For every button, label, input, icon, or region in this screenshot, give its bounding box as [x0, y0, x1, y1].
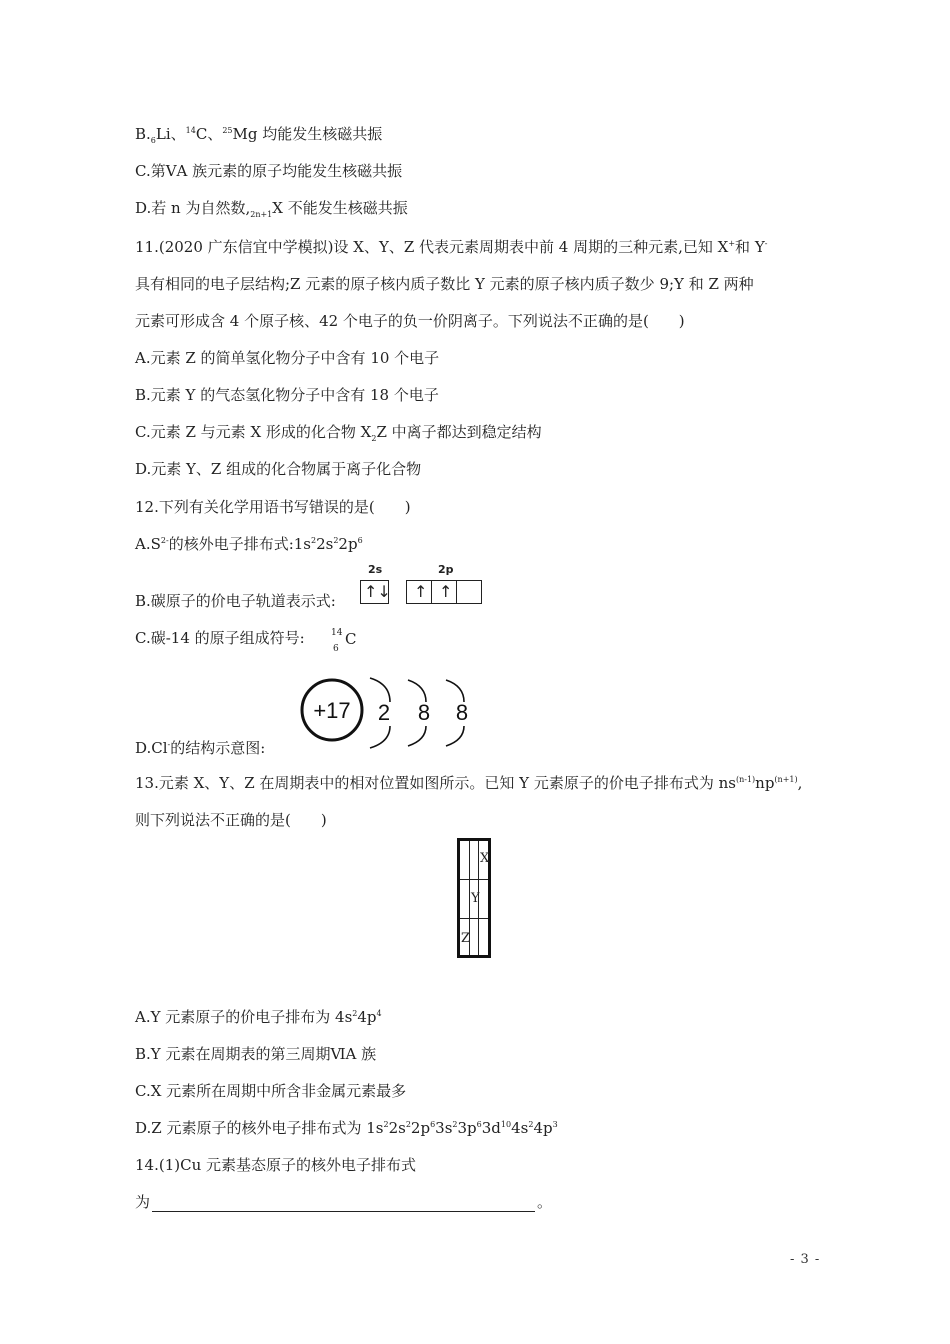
shell-arc-2-top: [408, 680, 426, 702]
q13-option-c: C.X 元素所在周期中所含非金属元素最多: [135, 1082, 407, 1100]
page-number: - 3 -: [790, 1252, 821, 1267]
nucleus-charge: +17: [313, 698, 351, 723]
q14-stem-line1: 14.(1)Cu 元素基态原子的核外电子排布式: [135, 1156, 417, 1174]
q13-option-a: A.Y 元素原子的价电子排布为 $4s^24p^4$: [135, 1008, 382, 1026]
shell-arc-1-top: [370, 678, 390, 702]
q12-option-b: B.碳原子的价电子轨道表示式:: [135, 592, 336, 610]
orbital-label-2s: 2s: [368, 563, 383, 576]
table-gridline: [460, 879, 488, 880]
shell-arc-2-bottom: [408, 726, 426, 746]
orbital-arrow-2p-1: ↑: [414, 582, 428, 601]
q10-option-d: D.若 n 为自然数$,_{2n+1}X$ 不能发生核磁共振: [135, 199, 408, 219]
orbital-label-2p: 2p: [438, 563, 454, 576]
atom-structure-diagram: [298, 670, 478, 752]
orbital-arrows-2s: ↑↓: [364, 582, 391, 601]
q13-option-d: D.Z 元素原子的核外电子排布式为 $1s^22s^22p^63s^23p^63d^{10}4s^24p^3$: [135, 1119, 558, 1137]
q12-option-c: C.碳-14 的原子组成符号:: [135, 629, 305, 647]
element-x: X: [480, 851, 490, 866]
shell-arc-3-top: [446, 680, 464, 702]
q12-option-a: $A.S^{2-}$的核外电子排布式$:1s^22s^22p^6$: [135, 535, 363, 553]
shell-arc-3-bottom: [446, 726, 464, 746]
orbital-diagram: [360, 563, 482, 606]
q13-stem-line1: 13.元素 X、Y、Z 在周期表中的相对位置如图所示。已知 Y 元素原子的价电子排布式为 $ns^{(n-1)}np^{(n+1)}$,: [135, 774, 803, 792]
q13-option-b: B.Y 元素在周期表的第三周期ⅥA 族: [135, 1045, 377, 1063]
q11-option-c: C.元素 Z 与元素 X 形成的化合物 $X_2Z$ 中离子都达到稳定结构: [135, 423, 542, 443]
q12-option-d: D.Cl-的结构示意图:: [135, 739, 266, 757]
nuclide-element: C: [345, 630, 357, 648]
q11-option-b: B.元素 Y 的气态氢化物分子中含有 18 个电子: [135, 386, 439, 404]
nuclide-symbol: [331, 626, 361, 658]
orbital-arrow-2p-2: ↑: [439, 582, 453, 601]
q12-stem: 12.下列有关化学用语书写错误的是( ): [135, 498, 411, 516]
q11-stem-line2: 具有相同的电子层结构;Z 元素的原子核内质子数比 Y 元素的原子核内质子数少 9;Y 和 Z 两种: [135, 275, 754, 293]
shell-arc-1-bottom: [370, 726, 390, 748]
table-gridline: [460, 918, 488, 919]
q11-stem-line1: 11.(2020 广东信宜中学模拟)设 X、Y、Z 代表元素周期表中前 4 周期的三种元素,已知 X+和 Y-: [135, 238, 768, 256]
shell-electrons-3: 8: [455, 700, 469, 725]
q11-option-a: A.元素 Z 的简单氢化物分子中含有 10 个电子: [135, 349, 440, 367]
element-z: Z: [461, 931, 471, 946]
q11-option-d: D.元素 Y、Z 组成的化合物属于离子化合物: [135, 460, 422, 478]
nuclide-atomic-number: 6: [333, 644, 339, 654]
q13-stem-line2: 则下列说法不正确的是( ): [135, 811, 327, 829]
q11-stem-line3: 元素可形成含 4 个原子核、42 个电子的负一价阴离子。下列说法不正确的是( ): [135, 312, 685, 330]
answer-blank[interactable]: [152, 1195, 535, 1212]
shell-electrons-1: 2: [377, 700, 391, 725]
element-y: Y: [471, 891, 480, 906]
q14-stem-line2: 为 。: [135, 1193, 553, 1211]
shell-electrons-2: 8: [417, 700, 431, 725]
nuclide-mass-number: 14: [331, 628, 343, 638]
orbital-divider: [431, 580, 432, 604]
orbital-divider: [456, 580, 457, 604]
periodic-table-fragment: [457, 838, 491, 958]
q10-option-b: $B._6Li$、$^{14}$C、$^{25}$Mg 均能发生核磁共振: [135, 125, 383, 145]
q10-option-c: C.第ⅤA 族元素的原子均能发生核磁共振: [135, 162, 403, 180]
